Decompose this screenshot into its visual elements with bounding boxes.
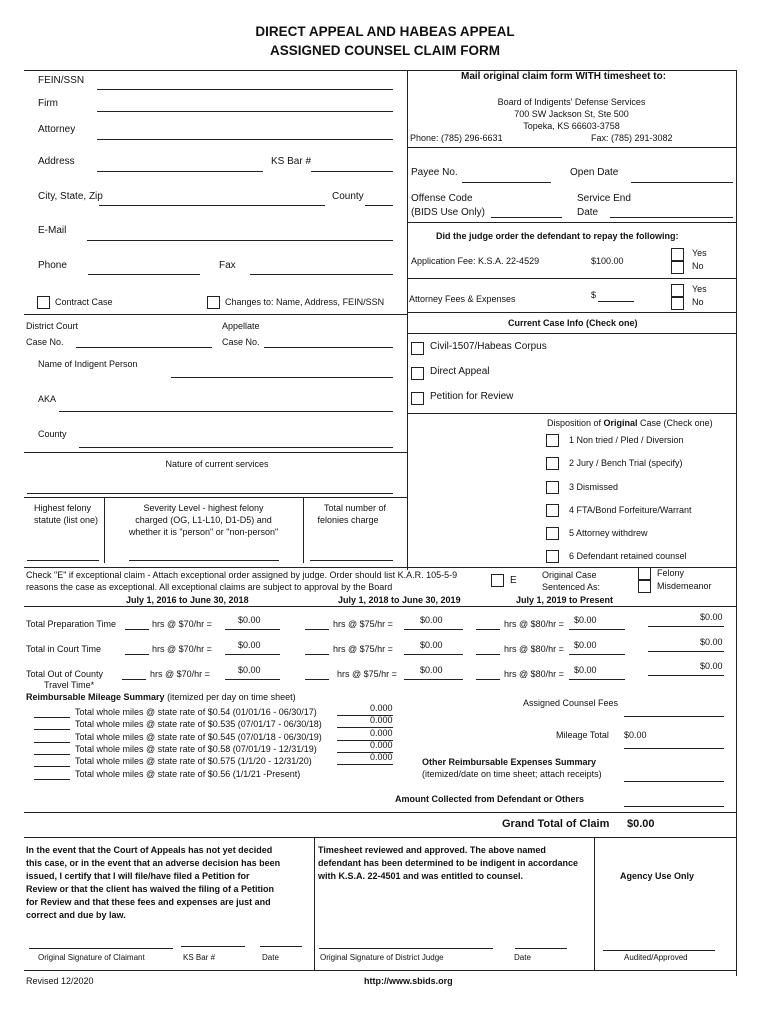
- severity-input[interactable]: [129, 560, 279, 561]
- certification-line: Review or that the client has waived the filing of a Petition: [26, 884, 275, 894]
- phone-input[interactable]: [88, 274, 200, 275]
- certification-line: issued, I certify that I will file/have filed a Petition for: [26, 871, 250, 881]
- assigned-fees-input[interactable]: [624, 716, 724, 717]
- ooc-hrs-70-input[interactable]: [122, 679, 146, 680]
- mileage-row-value: 0.000: [370, 727, 393, 738]
- total-felony-input[interactable]: [310, 560, 393, 561]
- disp-6-checkbox[interactable]: [546, 550, 559, 563]
- date-signature-label: Date: [262, 953, 279, 962]
- court-time-label: Total in Court Time: [26, 644, 102, 654]
- ooc-rate-70: hrs @ $70/hr =: [150, 669, 210, 679]
- mileage-row-value: 0.000: [370, 739, 393, 750]
- mileage-row-label: Total whole miles @ state rate of $0.56 (1/1/21 -Present): [75, 768, 301, 779]
- audited-signature[interactable]: [603, 950, 715, 951]
- period-2016: July 1, 2016 to June 30, 2018: [126, 595, 249, 605]
- ksbar-signature-label: KS Bar #: [183, 953, 216, 962]
- appellate-label: Appellate: [222, 321, 260, 331]
- felony-input[interactable]: [27, 560, 99, 561]
- total-felony-label-2: felonies charge: [317, 515, 379, 525]
- prep-hrs-70-input[interactable]: [125, 629, 149, 630]
- address-label: Address: [38, 156, 75, 167]
- payee-label: Payee No.: [411, 167, 458, 178]
- claimant-date[interactable]: [260, 946, 302, 947]
- app-fee-label: Application Fee: K.S.A. 22-4529: [411, 256, 540, 266]
- mileage-row-value: 0.000: [370, 715, 393, 726]
- offense-label-2: (BIDS Use Only): [411, 207, 485, 218]
- changes-label: Changes to: Name, Address, FEIN/SSN: [225, 297, 385, 307]
- address-input[interactable]: [97, 171, 263, 172]
- certification-line: correct and due by law.: [26, 910, 126, 920]
- open-date-input[interactable]: [631, 182, 733, 183]
- mileage-miles-input[interactable]: [34, 779, 70, 780]
- court-hrs-75-input[interactable]: [305, 654, 329, 655]
- aka-label: AKA: [38, 394, 57, 404]
- phone-label: Phone: [38, 260, 67, 271]
- exceptional-note-2: reasons the case as exceptional. All exceptional claims are subject to approval by the Board: [26, 582, 393, 592]
- case-civil-label: Civil-1507/Habeas Corpus: [430, 341, 547, 352]
- ooc-hrs-75-input[interactable]: [305, 679, 329, 680]
- atty-fees-dollar: $: [591, 290, 597, 300]
- atty-fees-yes-label: Yes: [692, 284, 707, 294]
- claimant-ksbar[interactable]: [181, 946, 245, 947]
- mileage-total-amount: $0.00: [624, 730, 647, 740]
- period-2018: July 1, 2018 to June 30, 2019: [338, 595, 461, 605]
- app-fee-no-checkbox[interactable]: [671, 261, 684, 274]
- severity-label-3: whether it is "person" or "non-person": [128, 527, 279, 537]
- timesheet-line: with K.S.A. 22-4501 and was entitled to counsel.: [318, 871, 524, 881]
- disp-2-checkbox[interactable]: [546, 457, 559, 470]
- revised-label: Revised 12/2020: [26, 976, 94, 986]
- prep-rate-80: hrs @ $80/hr =: [504, 619, 564, 629]
- mail-address-1: Board of Indigents' Defense Services: [497, 97, 646, 107]
- claimant-signature-label: Original Signature of Claimant: [38, 953, 145, 962]
- claimant-signature[interactable]: [29, 948, 173, 949]
- ooc-label-1: Total Out of County: [26, 669, 104, 679]
- repay-heading: Did the judge order the defendant to repay the following:: [436, 231, 679, 241]
- agency-use-label: Agency Use Only: [620, 871, 695, 881]
- prep-amt-80: $0.00: [574, 615, 597, 625]
- mileage-miles-input[interactable]: [34, 742, 70, 743]
- bids-phone: Phone: (785) 296-6631: [410, 133, 503, 143]
- fax-label: Fax: [219, 260, 236, 271]
- collected-label: Amount Collected from Defendant or Others: [395, 794, 585, 804]
- other-expenses-note: (itemized/date on time sheet; attach receipts): [422, 769, 602, 779]
- mileage-row-label: Total whole miles @ state rate of $0.575 (1/1/20 - 12/31/20): [75, 756, 312, 767]
- certification-line: this case, or in the event that an adverse decision has been: [26, 858, 281, 868]
- appellate-case-input[interactable]: [264, 347, 393, 348]
- attorney-input[interactable]: [97, 139, 393, 140]
- court-rate-80: hrs @ $80/hr =: [504, 644, 564, 654]
- ooc-rate-80: hrs @ $80/hr =: [504, 669, 564, 679]
- disp-3-label: 3 Dismissed: [569, 482, 619, 492]
- mail-address-2: 700 SW Jackson St, Ste 500: [514, 109, 629, 119]
- ooc-hrs-80-input[interactable]: [476, 679, 500, 680]
- prep-amt-75: $0.00: [420, 615, 443, 625]
- mileage-row-label: Total whole miles @ state rate of $0.545 (07/01/18 - 06/30/19): [75, 731, 322, 742]
- atty-fees-no-label: No: [692, 297, 704, 307]
- disp-5-checkbox[interactable]: [546, 527, 559, 540]
- court-hrs-80-input[interactable]: [476, 654, 500, 655]
- ooc-amt-80: $0.00: [574, 665, 597, 675]
- mileage-miles-input[interactable]: [34, 766, 70, 767]
- grand-total-label: Grand Total of Claim: [502, 818, 610, 830]
- judge-date[interactable]: [515, 948, 567, 949]
- judge-signature[interactable]: [319, 948, 493, 949]
- case-petition-checkbox[interactable]: [411, 392, 424, 405]
- other-expenses-input[interactable]: [624, 781, 724, 782]
- district-court-label: District Court: [26, 321, 79, 331]
- mileage-row-value: 0.000: [370, 703, 393, 713]
- firm-input[interactable]: [97, 111, 393, 112]
- total-felony-label-1: Total number of: [323, 503, 387, 513]
- certification-line: for Review and that these fees and expenses are just and: [26, 897, 271, 907]
- audited-label: Audited/Approved: [624, 953, 688, 962]
- mileage-miles-input[interactable]: [34, 717, 70, 718]
- county-label: County: [332, 191, 364, 202]
- case-direct-checkbox[interactable]: [411, 367, 424, 380]
- court-amt-70: $0.00: [238, 640, 261, 650]
- court-rate-70: hrs @ $70/hr =: [152, 644, 212, 654]
- mileage-heading: Reimbursable Mileage Summary (itemized per day on time sheet): [26, 692, 296, 702]
- felony-label-2: statute (list one): [34, 515, 99, 525]
- misdemeanor-checkbox[interactable]: [638, 580, 651, 593]
- felony-checkbox[interactable]: [638, 567, 651, 580]
- prep-hrs-80-input[interactable]: [476, 629, 500, 630]
- email-label: E-Mail: [38, 225, 67, 236]
- exceptional-e-label: E: [510, 575, 517, 586]
- indigent-input[interactable]: [171, 377, 393, 378]
- app-fee-yes-label: Yes: [692, 248, 707, 258]
- firm-label: Firm: [38, 98, 58, 109]
- court-rate-75: hrs @ $75/hr =: [333, 644, 393, 654]
- ksbar-input[interactable]: [311, 171, 393, 172]
- mail-heading: Mail original claim form WITH timesheet to:: [461, 71, 667, 82]
- mileage-row-label: Total whole miles @ state rate of $0.54 (01/01/16 - 06/30/17): [75, 707, 317, 717]
- contract-case-checkbox[interactable]: [37, 296, 50, 309]
- service-end-label-1: Service End: [577, 193, 631, 204]
- court-amt-80: $0.00: [574, 640, 597, 650]
- case-petition-label: Petition for Review: [430, 391, 514, 402]
- mileage-row-label: Total whole miles @ state rate of $0.58 (07/01/19 - 12/31/19): [75, 743, 317, 754]
- disp-1-label: 1 Non tried / Pled / Diversion: [569, 435, 684, 445]
- timesheet-line: Timesheet reviewed and approved. The above named: [318, 845, 546, 855]
- disp-2-label: 2 Jury / Bench Trial (specify): [569, 458, 683, 468]
- prep-rate-70: hrs @ $70/hr =: [152, 619, 212, 629]
- fax-input[interactable]: [250, 274, 393, 275]
- indigent-label: Name of Indigent Person: [38, 359, 138, 369]
- severity-label-1: Severity Level - highest felony: [143, 503, 264, 513]
- timesheet-line: defendant has been determined to be indigent in accordance: [318, 858, 579, 868]
- mileage-row-value: 0.000: [370, 752, 393, 763]
- court-amt-75: $0.00: [420, 640, 443, 650]
- collected-input[interactable]: [624, 806, 724, 807]
- severity-label-2: charged (OG, L1-L10, D1-D5) and: [135, 515, 272, 525]
- felony-label: Felony: [657, 568, 685, 578]
- atty-fees-input[interactable]: [598, 301, 634, 302]
- ooc-amt-75: $0.00: [420, 665, 443, 675]
- fein-input[interactable]: [97, 89, 393, 90]
- email-input[interactable]: [87, 240, 393, 241]
- app-fee-amount: $100.00: [591, 256, 624, 266]
- disp-4-checkbox[interactable]: [546, 504, 559, 517]
- service-end-input[interactable]: [610, 217, 733, 218]
- disp-5-label: 5 Attorney withdrew: [569, 528, 648, 538]
- website-link[interactable]: http://www.sbids.org: [364, 976, 453, 986]
- prep-rate-75: hrs @ $75/hr =: [333, 619, 393, 629]
- mileage-total-label: Mileage Total: [556, 730, 609, 740]
- atty-fees-yes-checkbox[interactable]: [671, 284, 684, 297]
- sentenced-as-label: Sentenced As:: [542, 582, 601, 592]
- form-title: DIRECT APPEAL AND HABEAS APPEAL: [255, 24, 515, 39]
- bids-fax: Fax: (785) 291-3082: [591, 133, 673, 143]
- aka-input[interactable]: [59, 411, 393, 412]
- contract-case-label: Contract Case: [55, 297, 113, 307]
- city-input[interactable]: [99, 205, 325, 206]
- disp-4-label: 4 FTA/Bond Forfeiture/Warrant: [569, 505, 692, 515]
- case-no-label: Case No.: [26, 337, 64, 347]
- attorney-label: Attorney: [38, 124, 76, 135]
- form-subtitle: ASSIGNED COUNSEL CLAIM FORM: [269, 43, 500, 58]
- other-expenses-label: Other Reimbursable Expenses Summary: [422, 757, 597, 767]
- offense-input[interactable]: [491, 217, 562, 218]
- county-input[interactable]: [365, 205, 393, 206]
- original-case-label: Original Case: [542, 570, 597, 580]
- disp-3-checkbox[interactable]: [546, 481, 559, 494]
- court-hrs-70-input[interactable]: [125, 654, 149, 655]
- open-date-label: Open Date: [570, 167, 619, 178]
- disposition-heading: Disposition of Original Case (Check one): [547, 418, 713, 428]
- case-direct-label: Direct Appeal: [430, 366, 490, 377]
- assigned-fees-label: Assigned Counsel Fees: [523, 698, 619, 708]
- mail-address-3: Topeka, KS 66603-3758: [523, 121, 620, 131]
- nature-label: Nature of current services: [165, 459, 269, 469]
- atty-fees-label: Attorney Fees & Expenses: [409, 294, 516, 304]
- ooc-amt-70: $0.00: [238, 665, 261, 675]
- fein-label: FEIN/SSN: [38, 75, 85, 86]
- appellate-case-label: Case No.: [222, 337, 260, 347]
- ooc-label-2: Travel Time*: [44, 680, 95, 690]
- disp-1-checkbox[interactable]: [546, 434, 559, 447]
- city-label: City, State, Zip: [38, 191, 103, 202]
- disp-6-label: 6 Defendant retained counsel: [569, 551, 687, 561]
- judge-date-label: Date: [514, 953, 531, 962]
- exceptional-e-checkbox[interactable]: [491, 574, 504, 587]
- payee-input[interactable]: [462, 182, 551, 183]
- app-fee-yes-checkbox[interactable]: [671, 248, 684, 261]
- prep-hrs-75-input[interactable]: [305, 629, 329, 630]
- county2-input[interactable]: [79, 447, 393, 448]
- felony-label-1: Highest felony: [34, 503, 92, 513]
- nature-input[interactable]: [27, 493, 393, 494]
- grand-total-amount: $0.00: [627, 818, 655, 830]
- prep-time-label: Total Preparation Time: [26, 619, 117, 629]
- service-end-label-2: Date: [577, 207, 599, 218]
- changes-checkbox[interactable]: [207, 296, 220, 309]
- current-case-heading: Current Case Info (Check one): [508, 318, 638, 328]
- prep-total: $0.00: [700, 612, 723, 622]
- exceptional-note-1: Check "E" if exceptional claim - Attach exceptional order assigned by judge. Order should list K.A.R. 105-5-9: [26, 570, 458, 580]
- judge-signature-label: Original Signature of District Judge: [320, 953, 444, 962]
- prep-amt-70: $0.00: [238, 615, 261, 625]
- certification-line: In the event that the Court of Appeals has not yet decided: [26, 845, 273, 855]
- atty-fees-no-checkbox[interactable]: [671, 297, 684, 310]
- mileage-miles-input[interactable]: [34, 754, 70, 755]
- court-total: $0.00: [700, 637, 723, 647]
- case-civil-checkbox[interactable]: [411, 342, 424, 355]
- misdemeanor-label: Misdemeanor: [657, 581, 712, 591]
- period-2019: July 1, 2019 to Present: [516, 595, 614, 605]
- ooc-rate-75: hrs @ $75/hr =: [337, 669, 397, 679]
- mileage-miles-input[interactable]: [34, 729, 70, 730]
- county2-label: County: [38, 429, 67, 439]
- district-case-input[interactable]: [76, 347, 212, 348]
- ksbar-label: KS Bar #: [271, 156, 312, 167]
- app-fee-no-label: No: [692, 261, 704, 271]
- offense-label-1: Offense Code: [411, 193, 473, 204]
- ooc-total: $0.00: [700, 661, 723, 671]
- mileage-row-label: Total whole miles @ state rate of $0.535 (07/01/17 - 06/30/18): [75, 719, 322, 730]
